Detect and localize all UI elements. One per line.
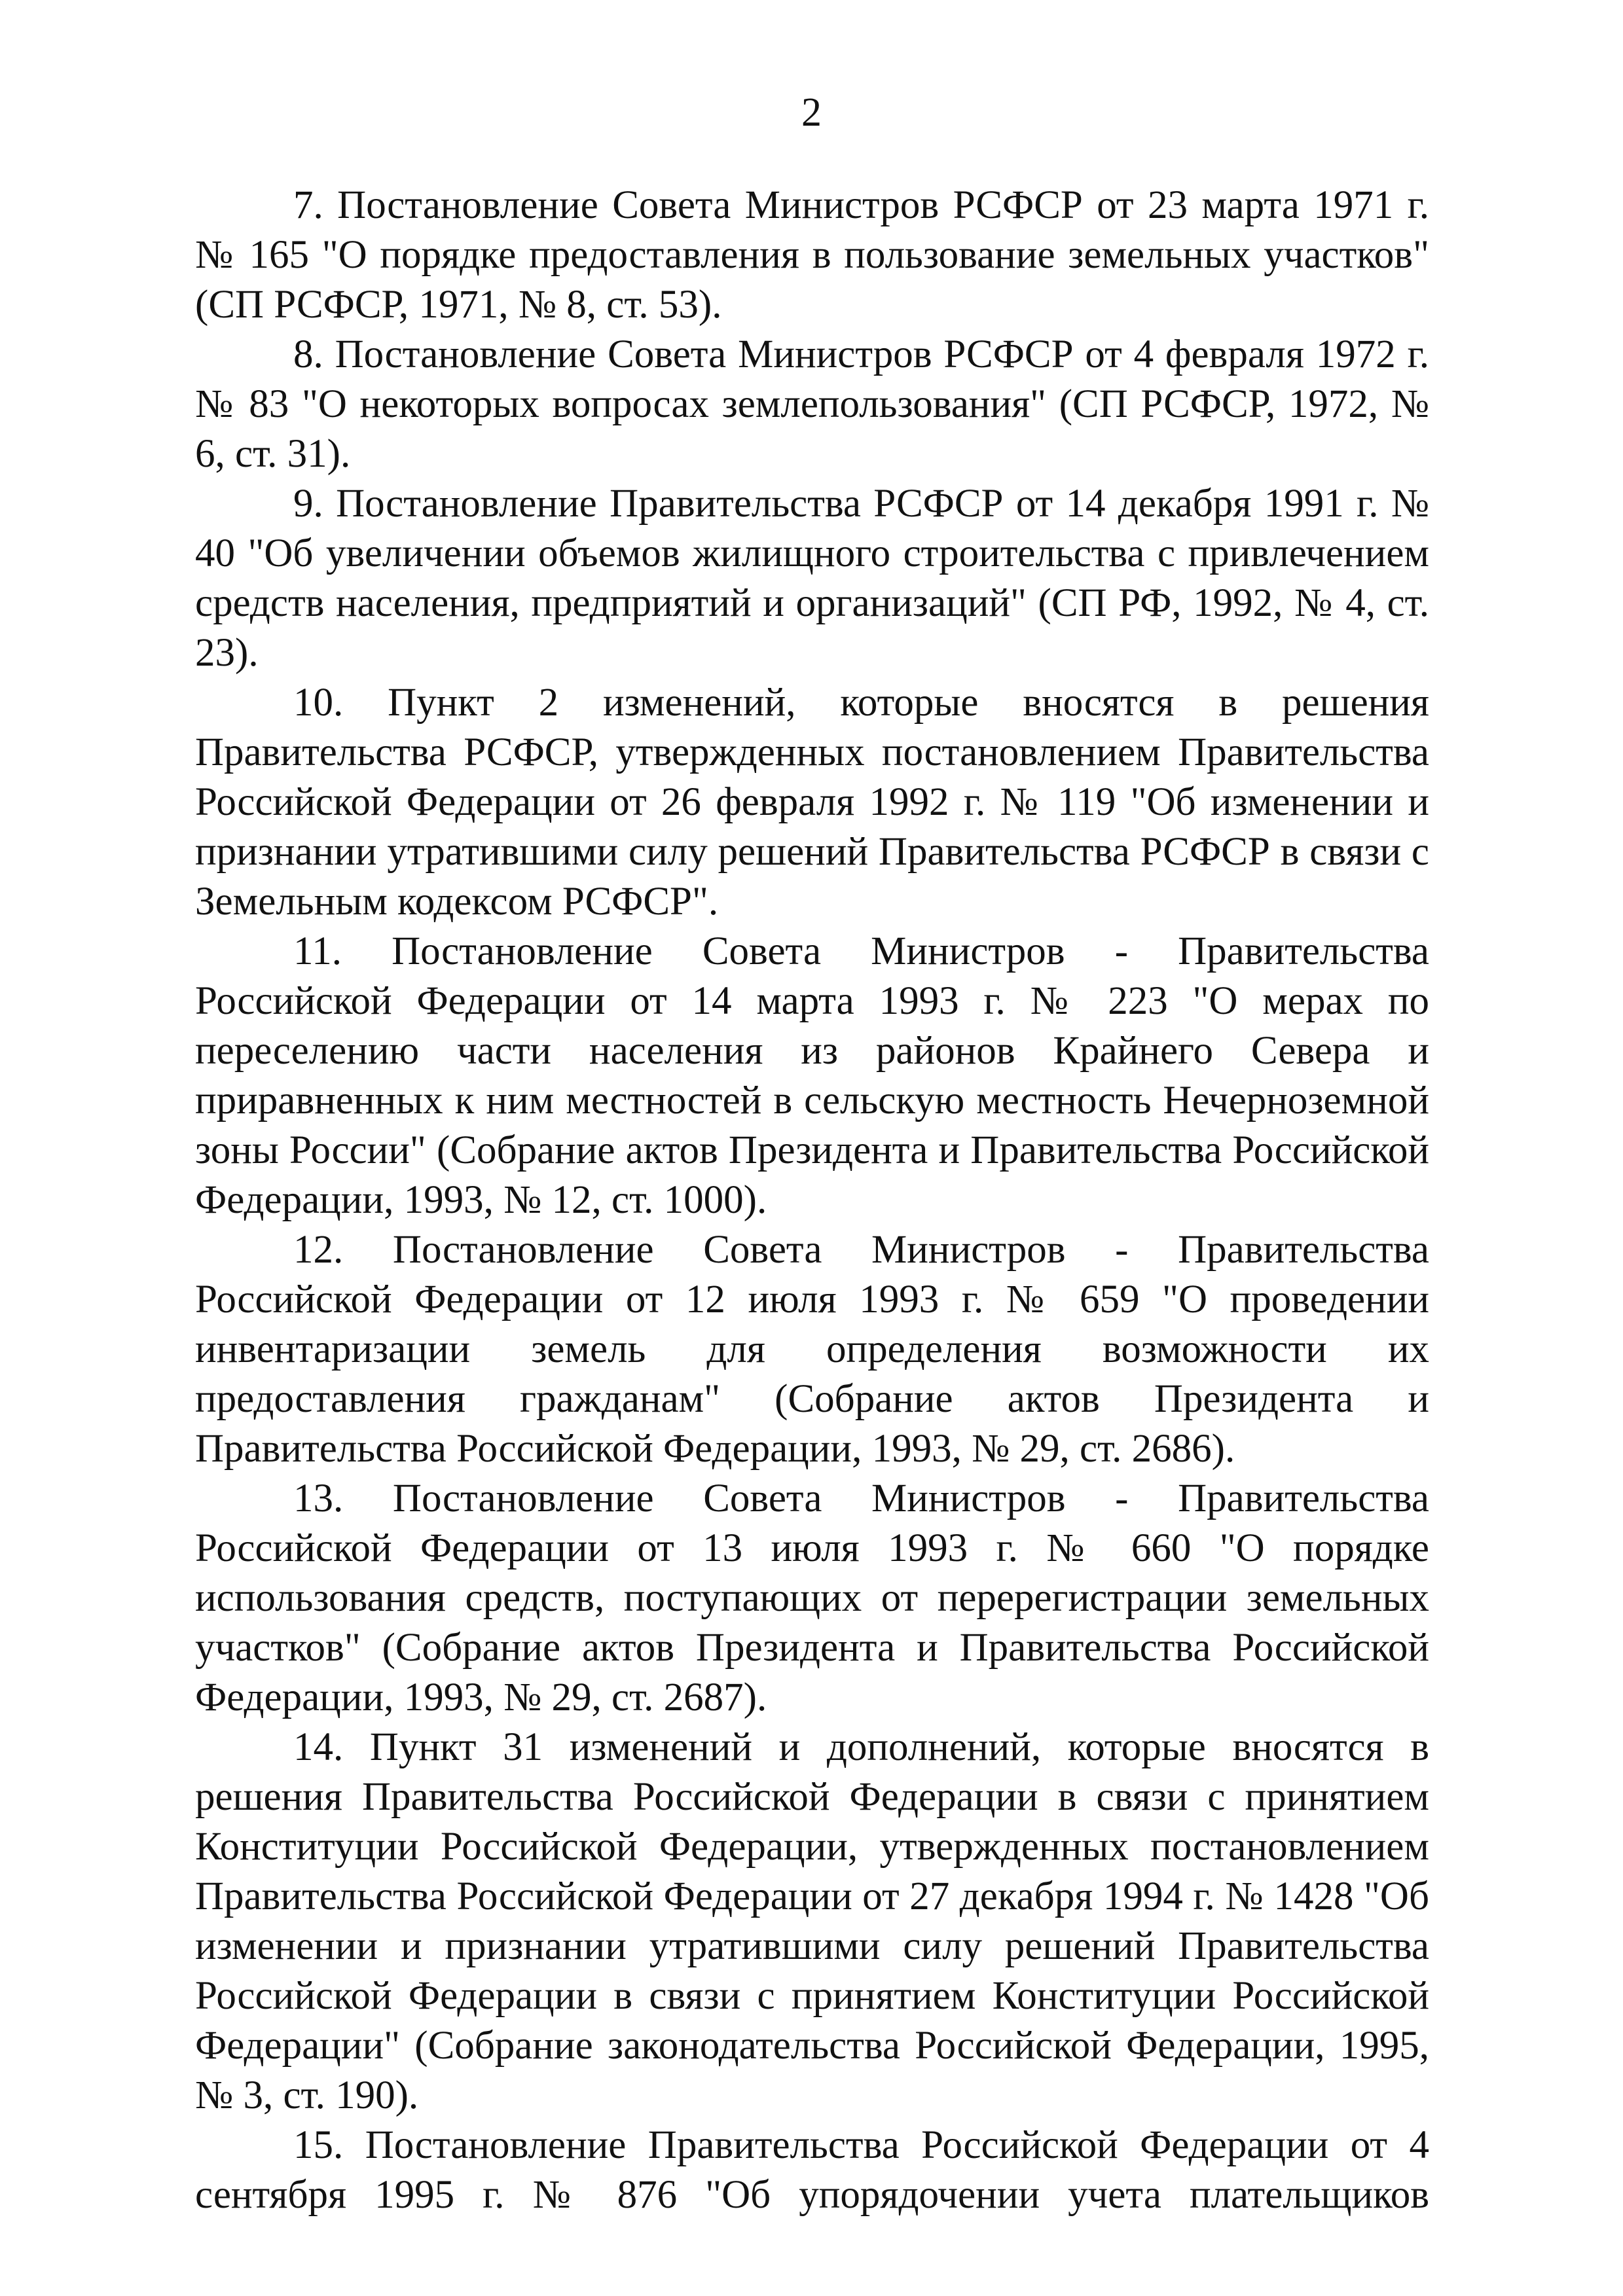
list-item-11: 11. Постановление Совета Министров - Правительства Российской Федерации от 14 марта 1993 г. № 223 "О мерах по переселению части населения из районов Крайнего Севера и приравненных к ним местностей в сельскую местность Нечерноземной зоны России" (Собрание актов Президента и Правительства Российской Федерации, 1993, № 12, ст. 1000). (195, 929, 1429, 1222)
list-item-10: 10. Пункт 2 изменений, которые вносятся в решения Правительства РСФСР, утвержденных постановлением Правительства Российской Федерации от 26 февраля 1992 г. № 119 "Об изменении и признании утратившими силу решений Правительства РСФСР в связи с Земельным кодексом РСФСР". (195, 681, 1429, 924)
document-body (195, 181, 1429, 2220)
list-item-13: 13. Постановление Совета Министров - Правительства Российской Федерации от 13 июля 1993 г. № 660 "О порядке использования средств, поступающих от перерегистрации земельных участков" (Собрание актов Президента и Правительства Российской Федерации, 1993, № 29, ст. 2687). (195, 1477, 1429, 1719)
list-item-9: 9. Постановление Правительства РСФСР от 14 декабря 1991 г. № 40 "Об увеличении объемов жилищного строительства с привлечением средств населения, предприятий и организаций" (СП РФ, 1992, № 4, ст. 23). (195, 482, 1429, 675)
list-item-12: 12. Постановление Совета Министров - Правительства Российской Федерации от 12 июля 1993 г. № 659 "О проведении инвентаризации земель для определения возможности их предоставления гражданам" (Собрание актов Президента и Правительства Российской Федерации, 1993, № 29, ст. 2686). (195, 1228, 1429, 1471)
list-item-14: 14. Пункт 31 изменений и дополнений, которые вносятся в решения Правительства Российской Федерации в связи с принятием Конституции Российской Федерации, утвержденных постановлением Правительства Российской Федерации от 27 декабря 1994 г. № 1428 "Об изменении и признании утратившими силу решений Правительства Российской Федерации в связи с принятием Конституции Российской Федерации" (Собрание законодательства Российской Федерации, 1995, № 3, ст. 190). (195, 1725, 1429, 2117)
page-number: 2 (801, 90, 822, 135)
list-item-7: 7. Постановление Совета Министров РСФСР от 23 марта 1971 г. № 165 "О порядке предоставления в пользование земельных участков" (СП РСФСР, 1971, № 8, ст. 53). (195, 183, 1429, 327)
list-item-8: 8. Постановление Совета Министров РСФСР от 4 февраля 1972 г. № 83 "О некоторых вопросах землепользования" (СП РСФСР, 1972, № 6, ст. 31). (195, 332, 1429, 476)
list-item-15: 15. Постановление Правительства Российской Федерации от 4 сентября 1995 г. № 876 "Об упорядочении учета плательщиков (195, 2123, 1429, 2217)
